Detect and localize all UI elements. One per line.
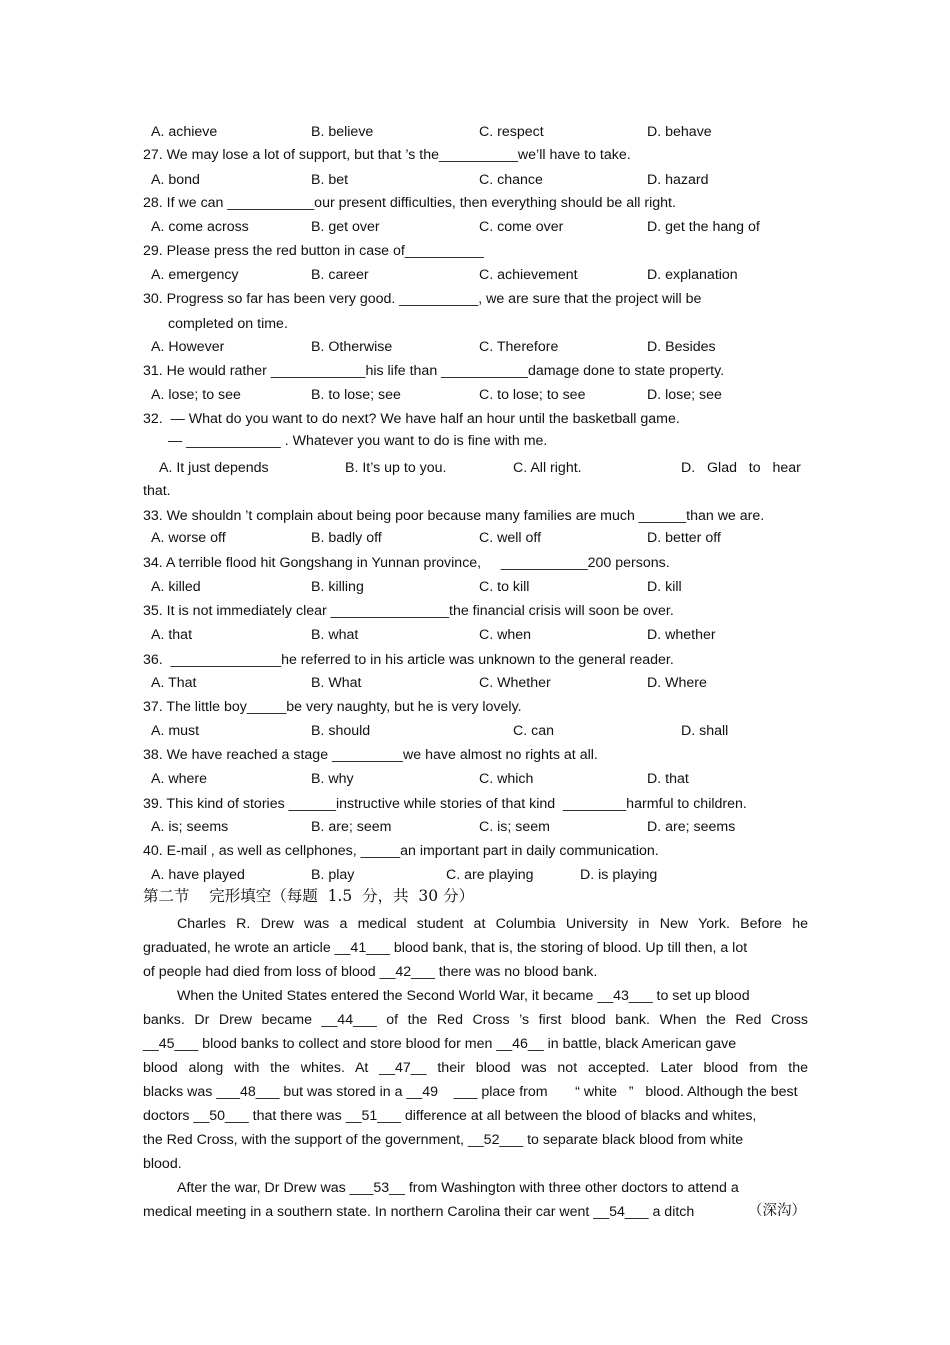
q36-option-a: A. That <box>151 675 197 691</box>
passage-line: of people had died from loss of blood __42___ there was no blood bank. <box>143 964 598 980</box>
q35-stem: 35. It is not immediately clear _______________the financial crisis will soon be over. <box>143 603 674 619</box>
q31-option-c: C. to lose; to see <box>479 387 586 403</box>
passage-line: blood along with the whites. At __47__ their blood was not accepted. Later blood from the <box>143 1060 808 1076</box>
q30-option-a: A. However <box>151 339 225 355</box>
passage-line: blacks was ___48___ but was stored in a __49 ___ place from “ white ” blood. Although the best <box>143 1084 798 1100</box>
q37-option-a: A. must <box>151 723 200 739</box>
q38-option-a: A. where <box>151 771 207 787</box>
q32-stem-reply: — ____________ . Whatever you want to do is fine with me. <box>168 433 548 449</box>
q30-stem-continued: completed on time. <box>168 316 288 332</box>
q27-option-b: B. bet <box>311 172 349 188</box>
q40-option-c: C. are playing <box>446 867 534 883</box>
passage-line: blood. <box>143 1156 182 1172</box>
q40-stem: 40. E-mail , as well as cellphones, _____an important part in daily communication. <box>143 843 659 859</box>
q38-stem: 38. We have reached a stage _________we have almost no rights at all. <box>143 747 598 763</box>
q34-stem: 34. A terrible flood hit Gongshang in Yunnan province, ___________200 persons. <box>143 555 670 571</box>
q35-option-c: C. when <box>479 627 532 643</box>
q36-option-c: C. Whether <box>479 675 551 691</box>
q39-option-a: A. is; seems <box>151 819 229 835</box>
passage-line: After the war, Dr Drew was ___53__ from Washington with three other doctors to attend a <box>177 1180 739 1196</box>
q27-option-c: C. chance <box>479 172 543 188</box>
q32-option-d-continued: that. <box>143 483 171 499</box>
q29-option-a: A. emergency <box>151 267 239 283</box>
q29-option-c: C. achievement <box>479 267 578 283</box>
q28-stem: 28. If we can ___________our present difficulties, then everything should be all right. <box>143 195 676 211</box>
passage-line: __45___ blood banks to collect and store blood for men __46__ in battle, black American gave <box>143 1036 737 1052</box>
q40-option-a: A. have played <box>151 867 245 883</box>
q37-option-d: D. shall <box>681 723 729 739</box>
q33-stem: 33. We shouldn ’t complain about being poor because many families are much ______than we are. <box>143 508 765 524</box>
q31-option-d: D. lose; see <box>647 387 722 403</box>
q35-option-a: A. that <box>151 627 193 643</box>
q34-option-c: C. to kill <box>479 579 530 595</box>
q38-option-c: C. which <box>479 771 534 787</box>
q31-option-a: A. lose; to see <box>151 387 241 403</box>
q33-option-a: A. worse off <box>151 530 226 546</box>
section-heading: 第二节 完形填空（每题 1.5 分，共 30 分） <box>143 887 475 905</box>
q29-option-b: B. career <box>311 267 369 283</box>
q28-option-d: D. get the hang of <box>647 219 760 235</box>
q34-option-a: A. killed <box>151 579 201 595</box>
q32-option-c: C. All right. <box>513 460 582 476</box>
q29-option-d: D. explanation <box>647 267 738 283</box>
q26-option-b: B. believe <box>311 124 374 140</box>
q32-option-d: D. Glad to hear <box>681 460 801 476</box>
q39-option-c: C. is; seem <box>479 819 550 835</box>
q38-option-b: B. why <box>311 771 354 787</box>
q39-stem: 39. This kind of stories ______instructive while stories of that kind ________harmful to children. <box>143 796 747 812</box>
q34-option-d: D. kill <box>647 579 682 595</box>
q26-option-c: C. respect <box>479 124 544 140</box>
q37-option-c: C. can <box>513 723 555 739</box>
q36-option-b: B. What <box>311 675 362 691</box>
q40-option-b: B. play <box>311 867 355 883</box>
q36-option-d: D. Where <box>647 675 707 691</box>
passage-line: medical meeting in a southern state. In northern Carolina their car went __54___ a ditch <box>143 1204 695 1220</box>
q27-option-a: A. bond <box>151 172 200 188</box>
q26-option-a: A. achieve <box>151 124 218 140</box>
q32-option-b: B. It’s up to you. <box>345 460 447 476</box>
q33-option-b: B. badly off <box>311 530 382 546</box>
passage-line: doctors __50___ that there was __51___ difference at all between the blood of blacks and whites, <box>143 1108 757 1124</box>
q32-option-a: A. It just depends <box>159 460 269 476</box>
q38-option-d: D. that <box>647 771 689 787</box>
q30-option-d: D. Besides <box>647 339 716 355</box>
q34-option-b: B. killing <box>311 579 364 595</box>
q37-stem: 37. The little boy_____be very naughty, but he is very lovely. <box>143 699 522 715</box>
q28-option-c: C. come over <box>479 219 564 235</box>
q31-option-b: B. to lose; see <box>311 387 401 403</box>
q40-option-d: D. is playing <box>580 867 658 883</box>
passage-annotation: （深沟） <box>748 1203 806 1219</box>
q28-option-b: B. get over <box>311 219 380 235</box>
q26-option-d: D. behave <box>647 124 712 140</box>
passage-line: the Red Cross, with the support of the government, __52___ to separate black blood from white <box>143 1132 744 1148</box>
passage-line: graduated, he wrote an article __41___ blood bank, that is, the storing of blood. Up till then, a lot <box>143 940 748 956</box>
q39-option-b: B. are; seem <box>311 819 392 835</box>
q39-option-d: D. are; seems <box>647 819 736 835</box>
q30-option-c: C. Therefore <box>479 339 559 355</box>
q36-stem: 36. ______________he referred to in his article was unknown to the general reader. <box>143 652 674 668</box>
q35-option-d: D. whether <box>647 627 716 643</box>
q27-stem: 27. We may lose a lot of support, but that ’s the__________we’ll have to take. <box>143 147 631 163</box>
q27-option-d: D. hazard <box>647 172 709 188</box>
q37-option-b: B. should <box>311 723 371 739</box>
q33-option-c: C. well off <box>479 530 542 546</box>
q28-option-a: A. come across <box>151 219 249 235</box>
q33-option-d: D. better off <box>647 530 721 546</box>
q30-stem: 30. Progress so far has been very good. __________, we are sure that the project will be <box>143 291 702 307</box>
passage-line: banks. Dr Drew became __44___ of the Red Cross ’s first blood bank. When the Red Cross <box>143 1012 808 1028</box>
q32-stem: 32. — What do you want to do next? We have half an hour until the basketball game. <box>143 411 680 427</box>
q30-option-b: B. Otherwise <box>311 339 393 355</box>
q31-stem: 31. He would rather ____________his life than ___________damage done to state property. <box>143 363 725 379</box>
q35-option-b: B. what <box>311 627 359 643</box>
passage-line: When the United States entered the Second World War, it became __43___ to set up blood <box>177 988 750 1004</box>
passage-line: Charles R. Drew was a medical student at Columbia University in New York. Before he <box>177 916 808 932</box>
q29-stem: 29. Please press the red button in case of__________ <box>143 243 484 259</box>
